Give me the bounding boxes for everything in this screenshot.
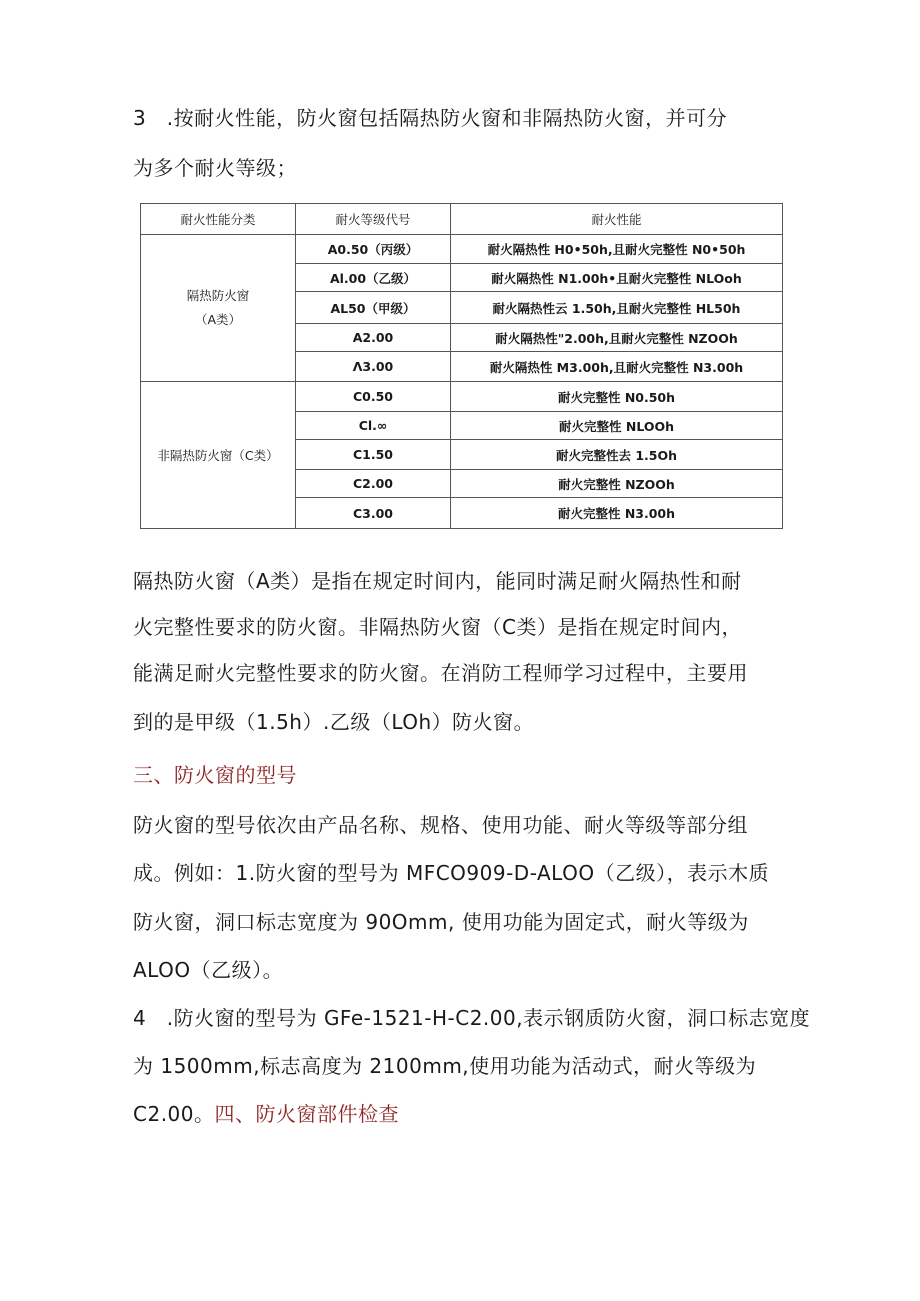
section-3-title: 三、防火窗的型号 — [133, 763, 297, 787]
rating-performance: 耐火完整性 N0.50h — [451, 382, 783, 412]
table-row — [141, 382, 783, 412]
rating-performance: 耐火完整性 NZOOh — [451, 470, 783, 498]
rating-code: Λ3.00 — [296, 352, 451, 382]
rating-performance: 耐火完整性去 1.5Oh — [451, 440, 783, 470]
intro-line-2: 为多个耐火等级； — [133, 156, 297, 180]
table-row — [141, 235, 783, 264]
para3-line-3 — [133, 1101, 399, 1127]
para1-line-3: 能满足耐火完整性要求的防火窗。在消防工程师学习过程中，主要用 — [133, 661, 748, 685]
rating-code: AL50（甲级） — [296, 292, 451, 324]
rating-performance: 耐火隔热性"2.00h,且耐火完整性 NZOOh — [451, 324, 783, 352]
para3-line-2: 为 1500mm,标志高度为 2100mm,使用功能为活动式，耐火等级为 — [133, 1054, 757, 1078]
rating-performance: 耐火隔热性云 1.50h,且耐火完整性 HL50h — [451, 292, 783, 324]
rating-code: C3.00 — [296, 498, 451, 529]
intro-line-1: 3 .按耐火性能，防火窗包括隔热防火窗和非隔热防火窗，并可分 — [133, 106, 728, 130]
para3-line-1: 4 .防火窗的型号为 GFe-1521-H-C2.00,表示钢质防火窗，洞口标志宽度 — [133, 1006, 811, 1030]
para1-line-2: 火完整性要求的防火窗。非隔热防火窗（C类）是指在规定时间内， — [133, 615, 742, 639]
rating-performance: 耐火完整性 NLOOh — [451, 412, 783, 440]
para2-line-1: 防火窗的型号依次由产品名称、规格、使用功能、耐火等级等部分组 — [133, 813, 748, 837]
rating-code: C0.50 — [296, 382, 451, 412]
table-header-row — [141, 204, 783, 235]
category-c-cell: 非隔热防火窗（C类） — [141, 382, 296, 529]
rating-performance: 耐火隔热性 M3.00h,且耐火完整性 N3.00h — [451, 352, 783, 382]
para2-line-2: 成。例如：1.防火窗的型号为 MFCO909-D-ALOO（乙级），表示木质 — [133, 861, 770, 885]
para2-line-3: 防火窗，洞口标志宽度为 90Omm, 使用功能为固定式，耐火等级为 — [133, 910, 749, 934]
section-4-title: 四、防火窗部件检查 — [214, 1102, 399, 1126]
rating-code: C2.00 — [296, 470, 451, 498]
para1-line-4: 到的是甲级（1.5h）.乙级（LOh）防火窗。 — [133, 710, 535, 734]
category-a-sub: （A类） — [194, 312, 242, 327]
header-performance: 耐火性能 — [451, 204, 783, 235]
category-a-cell — [141, 235, 296, 382]
para3-line-3-text: C2.00。 — [133, 1102, 215, 1126]
category-a-name: 隔热防火窗 — [186, 288, 250, 303]
rating-code: Cl.∞ — [296, 412, 451, 440]
header-code: 耐火等级代号 — [296, 204, 451, 235]
header-category: 耐火性能分类 — [141, 204, 296, 235]
rating-code: A0.50（丙级） — [296, 235, 451, 264]
para2-line-4: ALOO（乙级）。 — [133, 958, 284, 982]
rating-performance: 耐火完整性 N3.00h — [451, 498, 783, 529]
para1-line-1: 隔热防火窗（A类）是指在规定时间内，能同时满足耐火隔热性和耐 — [133, 569, 742, 593]
rating-performance: 耐火隔热性 N1.00h•且耐火完整性 NLOoh — [451, 264, 783, 292]
rating-performance: 耐火隔热性 H0•50h,且耐火完整性 N0•50h — [451, 235, 783, 264]
rating-code: Al.00（乙级） — [296, 264, 451, 292]
fire-rating-table — [140, 203, 783, 529]
rating-code: C1.50 — [296, 440, 451, 470]
rating-code: A2.00 — [296, 324, 451, 352]
